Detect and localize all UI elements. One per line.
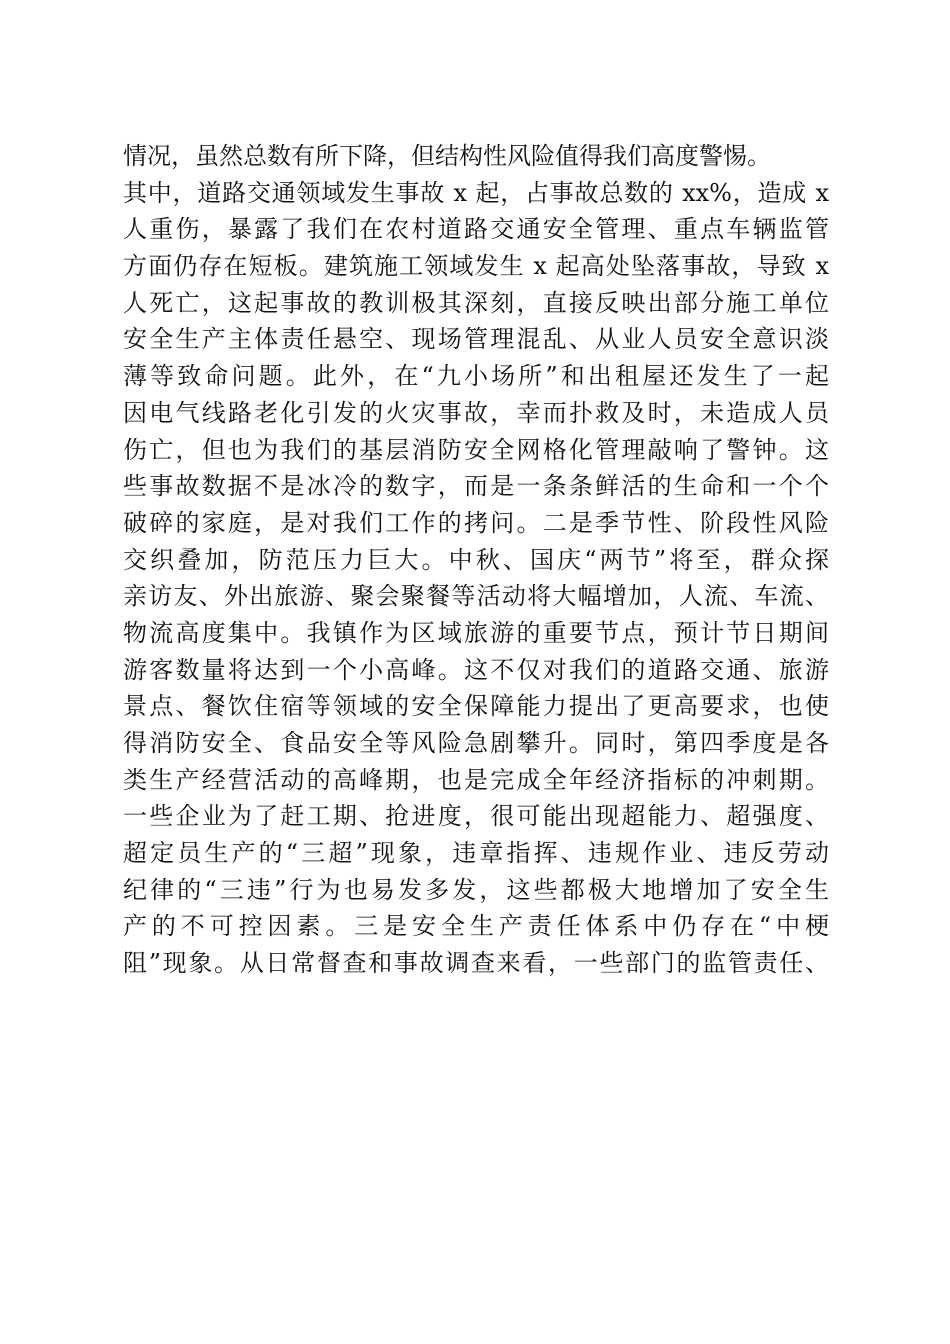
text-line: 景点、餐饮住宿等领域的安全保障能力提出了更高要求，也使	[123, 692, 829, 721]
text-line: 人死亡，这起事故的教训极其深刻，直接反映出部分施工单位	[123, 288, 829, 317]
text-line: 一些企业为了赶工期、抢进度，很可能出现超能力、超强度、	[123, 802, 829, 831]
text-line: 超定员生产的“三超”现象，违章指挥、违规作业、违反劳动	[123, 839, 829, 868]
text-line: 其中，道路交通领域发生事故 x 起，占事故总数的 xx%，造成 x	[123, 178, 829, 207]
text-line: 交织叠加，防范压力巨大。中秋、国庆“两节”将至，群众探	[123, 545, 829, 574]
text-line: 亲访友、外出旅游、聚会聚餐等活动将大幅增加，人流、车流、	[123, 582, 829, 611]
text-line: 情况，虽然总数有所下降，但结构性风险值得我们高度警惕。	[123, 142, 771, 170]
text-line: 方面仍存在短板。建筑施工领域发生 x 起高处坠落事故，导致 x	[123, 252, 829, 281]
document-body	[123, 138, 829, 982]
text-line: 类生产经营活动的高峰期，也是完成全年经济指标的冲刺期。	[123, 765, 829, 794]
text-line: 薄等致命问题。此外，在“九小场所”和出租屋还发生了一起	[123, 362, 829, 391]
text-line: 物流高度集中。我镇作为区域旅游的重要节点，预计节日期间	[123, 618, 829, 647]
text-line: 安全生产主体责任悬空、现场管理混乱、从业人员安全意识淡	[123, 325, 829, 354]
text-line: 阻”现象。从日常督查和事故调查来看，一些部门的监管责任、	[123, 949, 829, 978]
text-line: 些事故数据不是冰冷的数字，而是一条条鲜活的生命和一个个	[123, 472, 829, 501]
text-line: 伤亡，但也为我们的基层消防安全网格化管理敲响了警钟。这	[123, 435, 829, 464]
text-line: 破碎的家庭，是对我们工作的拷问。二是季节性、阶段性风险	[123, 508, 829, 537]
text-line: 产的不可控因素。三是安全生产责任体系中仍存在“中梗	[123, 912, 829, 941]
text-line: 纪律的“三违”行为也易发多发，这些都极大地增加了安全生	[123, 875, 829, 904]
text-line: 游客数量将达到一个小高峰。这不仅对我们的道路交通、旅游	[123, 655, 829, 684]
text-line: 人重伤，暴露了我们在农村道路交通安全管理、重点车辆监管	[123, 215, 829, 244]
text-line: 得消防安全、食品安全等风险急剧攀升。同时，第四季度是各	[123, 729, 829, 757]
text-line: 因电气线路老化引发的火灾事故，幸而扑救及时，未造成人员	[123, 398, 829, 427]
